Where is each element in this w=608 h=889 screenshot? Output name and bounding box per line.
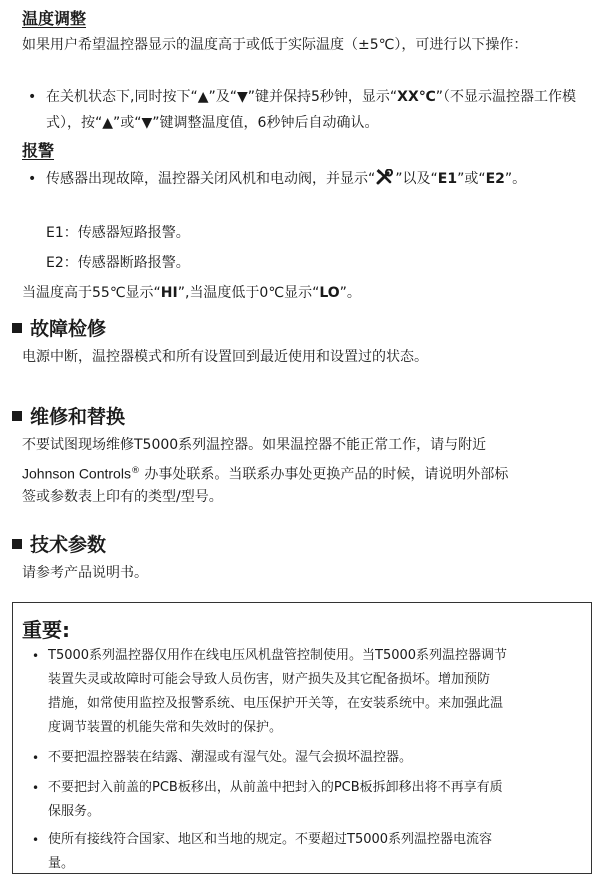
section-title: 维修和替换	[30, 406, 126, 428]
repair-text: 办事处联系。当联系办事处更换产品的时候，请说明外部标	[139, 466, 509, 483]
note-text: 当温度高于55℃显示“	[22, 285, 161, 301]
registered-mark: ®	[130, 466, 140, 476]
repair-line-1: 不要试图现场维修T5000系列温控器。如果温控器不能正常工作，请与附近	[22, 437, 487, 453]
bullet-dot: •	[28, 171, 37, 187]
bullet-text: ”或“	[457, 171, 486, 187]
e1-code: E1	[437, 171, 458, 187]
important-title: 重要:	[22, 618, 70, 642]
temperature-adjust-intro: 如果用户希望温控器显示的温度高于或低于实际温度（±5℃），可进行以下操作：	[22, 37, 528, 53]
bullet-text: 传感器出现故障，温控器关闭风机和电动阀，并显示“	[46, 171, 376, 187]
fault-check-text: 电源中断，温控器模式和所有设置回到最近使用和设置过的状态。	[22, 349, 428, 365]
important-item-3-line-1: 不要把封入前盖的PCB板移出，从前盖中把封入的PCB板拆卸移出将不再享有质	[48, 780, 503, 795]
important-item-3-line-2: 保服务。	[48, 804, 101, 819]
bullet-text: ”。	[504, 171, 527, 187]
e1-description: E1：传感器短路报警。	[46, 225, 190, 241]
important-item-1-line-4: 度调节装置的机能失常和失效时的保护。	[48, 720, 283, 735]
bullet-text: 在关机状态下,同时按下“▲”及“▼”键并保持5秒钟，显示“	[46, 89, 398, 105]
bullet-dot: •	[32, 751, 40, 765]
note-text: ”。	[339, 285, 361, 301]
important-item-1-line-3: 措施，如常使用监控及报警系统、电压保护开关等，在安装系统中。来加强此温	[48, 696, 504, 711]
e2-code: E2	[485, 171, 505, 187]
section-square-icon	[12, 323, 22, 333]
bullet-dot: •	[32, 781, 40, 795]
xx-display-label: XX℃	[397, 89, 436, 105]
alarm-heading: 报警	[22, 141, 55, 160]
bullet-dot: •	[28, 89, 37, 105]
important-item-4-line-2: 量。	[48, 856, 75, 871]
e2-description: E2：传感器断路报警。	[46, 255, 190, 271]
section-square-icon	[12, 539, 22, 549]
bullet-dot: •	[32, 649, 40, 663]
wrench-screwdriver-icon	[375, 168, 395, 184]
bullet-text: ”（不显示温控器工作模式），按“▲”或“▼”键调整温度值，6秒钟后自动确认。	[46, 89, 576, 131]
alarm-bullet	[46, 166, 592, 192]
lo-code: LO	[319, 285, 340, 301]
section-title: 技术参数	[30, 534, 107, 556]
bullet-text: ”以及“	[395, 171, 438, 187]
tech-params-text: 请参考产品说明书。	[22, 565, 148, 581]
bullet-dot: •	[32, 833, 40, 847]
tech-params-heading	[12, 532, 106, 558]
temperature-range-note	[22, 280, 361, 306]
temperature-adjust-heading: 温度调整	[22, 9, 87, 28]
temperature-adjust-bullet	[46, 84, 592, 136]
note-text: ”,当温度低于0℃显示“	[177, 285, 320, 301]
important-item-2-line-1: 不要把温控器装在结露、潮湿或有湿气处。湿气会损坏温控器。	[48, 750, 413, 765]
section-square-icon	[12, 411, 22, 421]
important-item-1-line-1: T5000系列温控器仅用作在线电压风机盘管控制使用。当T5000系列温控器调节	[48, 648, 508, 663]
important-item-4-line-1: 使所有接线符合国家、地区和当地的规定。不要超过T5000系列温控器电流容	[48, 832, 493, 847]
repair-line-3: 签或参数表上印有的类型/型号。	[22, 489, 223, 505]
important-item-1-line-2: 装置失灵或故障时可能会导致人员伤害，财产损失及其它配备损坏。增加预防	[48, 672, 491, 687]
section-title: 故障检修	[30, 318, 107, 340]
fault-check-heading	[12, 316, 106, 342]
brand-name: Johnson Controls	[22, 465, 131, 482]
hi-code: HI	[160, 285, 178, 301]
repair-heading	[12, 404, 125, 430]
